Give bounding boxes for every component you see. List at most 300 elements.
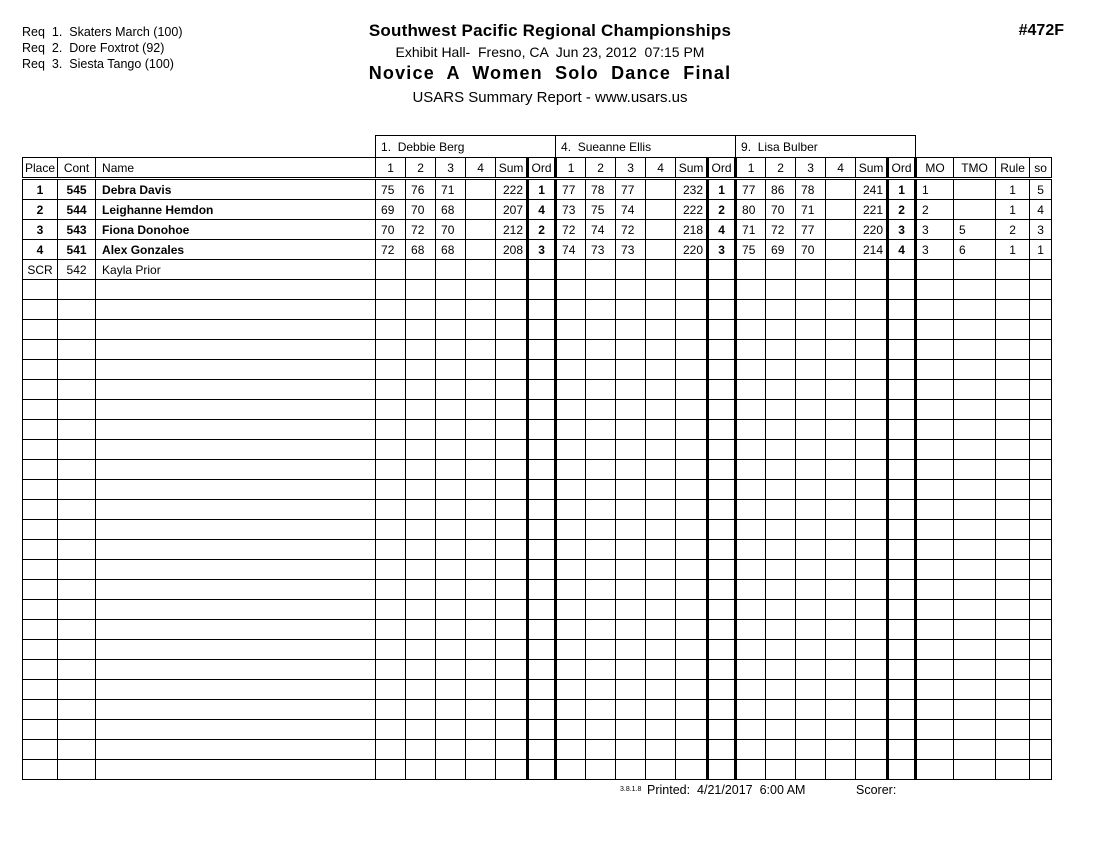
empty-sum-cell bbox=[496, 480, 528, 500]
score-cell: 73 bbox=[586, 240, 616, 260]
score-cell: 74 bbox=[586, 220, 616, 240]
sum-cell bbox=[856, 260, 888, 280]
venue-date-line: Exhibit Hall- Fresno, CA Jun 23, 2012 07:15 PM bbox=[395, 44, 705, 60]
empty-score-cell bbox=[826, 520, 856, 540]
empty-place-cell bbox=[23, 380, 58, 400]
empty-right-cell bbox=[916, 320, 954, 340]
empty-right-cell bbox=[1030, 600, 1052, 620]
empty-score-cell bbox=[766, 700, 796, 720]
empty-right-cell bbox=[1030, 460, 1052, 480]
empty-score-cell bbox=[826, 320, 856, 340]
empty-ordinal-cell bbox=[708, 460, 736, 480]
empty-right-cell bbox=[996, 700, 1030, 720]
empty-ordinal-cell bbox=[708, 600, 736, 620]
empty-ordinal-cell bbox=[888, 760, 916, 780]
total-majority-ordinal-cell: 5 bbox=[954, 220, 996, 240]
empty-score-cell bbox=[766, 560, 796, 580]
empty-score-cell bbox=[466, 660, 496, 680]
score-cell: 68 bbox=[406, 240, 436, 260]
empty-right-cell bbox=[1030, 420, 1052, 440]
score-cell bbox=[796, 260, 826, 280]
empty-ordinal-cell bbox=[528, 580, 556, 600]
empty-place-cell bbox=[23, 520, 58, 540]
empty-score-cell bbox=[796, 500, 826, 520]
empty-cont-cell bbox=[58, 640, 96, 660]
col-header-judge3-4: 4 bbox=[826, 158, 856, 179]
empty-ordinal-cell bbox=[888, 740, 916, 760]
col-header-mo: MO bbox=[916, 158, 954, 179]
contestant-number-cell: 541 bbox=[58, 240, 96, 260]
empty-score-cell bbox=[766, 280, 796, 300]
empty-score-cell bbox=[586, 720, 616, 740]
empty-ordinal-cell bbox=[528, 340, 556, 360]
empty-score-cell bbox=[736, 740, 766, 760]
empty-ordinal-cell bbox=[528, 420, 556, 440]
empty-row bbox=[23, 480, 1052, 500]
empty-sum-cell bbox=[676, 480, 708, 500]
empty-score-cell bbox=[826, 700, 856, 720]
empty-row bbox=[23, 720, 1052, 740]
empty-score-cell bbox=[556, 640, 586, 660]
empty-sum-cell bbox=[676, 560, 708, 580]
empty-right-cell bbox=[954, 300, 996, 320]
empty-score-cell bbox=[436, 380, 466, 400]
empty-score-cell bbox=[436, 740, 466, 760]
empty-sum-cell bbox=[676, 680, 708, 700]
empty-score-cell bbox=[796, 760, 826, 780]
skater-name-cell: Fiona Donohoe bbox=[96, 220, 376, 240]
empty-score-cell bbox=[616, 420, 646, 440]
empty-score-cell bbox=[586, 620, 616, 640]
empty-sum-cell bbox=[676, 620, 708, 640]
empty-ordinal-cell bbox=[708, 680, 736, 700]
empty-ordinal-cell bbox=[888, 660, 916, 680]
printed-timestamp: Printed: 4/21/2017 6:00 AM bbox=[647, 783, 806, 797]
empty-score-cell bbox=[736, 320, 766, 340]
skater-name-cell: Leighanne Hemdon bbox=[96, 200, 376, 220]
empty-score-cell bbox=[766, 580, 796, 600]
majority-ordinal-cell bbox=[916, 260, 954, 280]
empty-ordinal-cell bbox=[888, 300, 916, 320]
empty-score-cell bbox=[826, 580, 856, 600]
empty-right-cell bbox=[996, 580, 1030, 600]
empty-sum-cell bbox=[496, 340, 528, 360]
empty-score-cell bbox=[556, 420, 586, 440]
col-header-judge2-2: 2 bbox=[586, 158, 616, 179]
empty-score-cell bbox=[796, 340, 826, 360]
empty-sum-cell bbox=[676, 300, 708, 320]
empty-score-cell bbox=[466, 600, 496, 620]
empty-right-cell bbox=[954, 440, 996, 460]
empty-right-cell bbox=[1030, 280, 1052, 300]
empty-name-cell bbox=[96, 480, 376, 500]
empty-score-cell bbox=[376, 520, 406, 540]
col-header-judge3-2: 2 bbox=[766, 158, 796, 179]
empty-score-cell bbox=[406, 400, 436, 420]
empty-score-cell bbox=[376, 720, 406, 740]
rule-cell: 1 bbox=[996, 179, 1030, 200]
empty-ordinal-cell bbox=[708, 660, 736, 680]
col-header-rule: Rule bbox=[996, 158, 1030, 179]
empty-ordinal-cell bbox=[708, 500, 736, 520]
empty-place-cell bbox=[23, 640, 58, 660]
score-cell: 69 bbox=[376, 200, 406, 220]
empty-sum-cell bbox=[496, 360, 528, 380]
empty-score-cell bbox=[646, 460, 676, 480]
empty-score-cell bbox=[766, 320, 796, 340]
empty-cont-cell bbox=[58, 680, 96, 700]
empty-place-cell bbox=[23, 340, 58, 360]
skater-name-cell: Kayla Prior bbox=[96, 260, 376, 280]
empty-sum-cell bbox=[496, 400, 528, 420]
empty-score-cell bbox=[766, 660, 796, 680]
empty-score-cell bbox=[796, 640, 826, 660]
empty-score-cell bbox=[406, 720, 436, 740]
empty-score-cell bbox=[796, 660, 826, 680]
empty-score-cell bbox=[616, 620, 646, 640]
empty-place-cell bbox=[23, 680, 58, 700]
empty-score-cell bbox=[376, 660, 406, 680]
empty-right-cell bbox=[996, 480, 1030, 500]
empty-ordinal-cell bbox=[888, 360, 916, 380]
sum-cell: 222 bbox=[496, 179, 528, 200]
empty-score-cell bbox=[556, 540, 586, 560]
sum-cell: 212 bbox=[496, 220, 528, 240]
empty-score-cell bbox=[406, 680, 436, 700]
empty-score-cell bbox=[826, 300, 856, 320]
empty-score-cell bbox=[796, 320, 826, 340]
col-header-judge1-2: 2 bbox=[406, 158, 436, 179]
empty-right-cell bbox=[916, 400, 954, 420]
empty-name-cell bbox=[96, 300, 376, 320]
score-cell: 70 bbox=[376, 220, 406, 240]
empty-sum-cell bbox=[676, 440, 708, 460]
empty-score-cell bbox=[556, 340, 586, 360]
empty-sum-cell bbox=[676, 420, 708, 440]
empty-right-cell bbox=[996, 560, 1030, 580]
empty-ordinal-cell bbox=[888, 460, 916, 480]
empty-sum-cell bbox=[856, 320, 888, 340]
empty-sum-cell bbox=[496, 460, 528, 480]
table-row bbox=[23, 260, 1052, 280]
score-cell: 70 bbox=[436, 220, 466, 240]
empty-right-cell bbox=[916, 520, 954, 540]
empty-score-cell bbox=[616, 580, 646, 600]
score-cell: 71 bbox=[436, 179, 466, 200]
empty-score-cell bbox=[646, 300, 676, 320]
majority-ordinal-cell: 3 bbox=[916, 220, 954, 240]
empty-ordinal-cell bbox=[708, 580, 736, 600]
empty-sum-cell bbox=[676, 640, 708, 660]
skater-name-cell: Alex Gonzales bbox=[96, 240, 376, 260]
empty-score-cell bbox=[826, 420, 856, 440]
empty-ordinal-cell bbox=[888, 400, 916, 420]
empty-ordinal-cell bbox=[888, 600, 916, 620]
empty-sum-cell bbox=[856, 620, 888, 640]
col-header-judge2-3: 3 bbox=[616, 158, 646, 179]
empty-score-cell bbox=[826, 440, 856, 460]
empty-ordinal-cell bbox=[888, 440, 916, 460]
empty-sum-cell bbox=[676, 720, 708, 740]
empty-ordinal-cell bbox=[888, 420, 916, 440]
empty-right-cell bbox=[954, 340, 996, 360]
empty-score-cell bbox=[616, 300, 646, 320]
empty-ordinal-cell bbox=[888, 680, 916, 700]
empty-score-cell bbox=[646, 380, 676, 400]
empty-ordinal-cell bbox=[528, 320, 556, 340]
empty-score-cell bbox=[766, 720, 796, 740]
empty-sum-cell bbox=[496, 440, 528, 460]
empty-score-cell bbox=[586, 400, 616, 420]
empty-score-cell bbox=[556, 600, 586, 620]
empty-sum-cell bbox=[496, 680, 528, 700]
score-cell: 77 bbox=[796, 220, 826, 240]
empty-score-cell bbox=[406, 660, 436, 680]
score-cell bbox=[826, 200, 856, 220]
empty-sum-cell bbox=[496, 760, 528, 780]
col-header-cont: Cont bbox=[58, 158, 96, 179]
empty-score-cell bbox=[646, 540, 676, 560]
empty-score-cell bbox=[646, 320, 676, 340]
empty-score-cell bbox=[586, 580, 616, 600]
empty-score-cell bbox=[646, 560, 676, 580]
empty-score-cell bbox=[556, 560, 586, 580]
score-cell: 78 bbox=[796, 179, 826, 200]
empty-cont-cell bbox=[58, 700, 96, 720]
empty-score-cell bbox=[406, 600, 436, 620]
empty-sum-cell bbox=[676, 600, 708, 620]
total-majority-ordinal-cell: 6 bbox=[954, 240, 996, 260]
empty-name-cell bbox=[96, 600, 376, 620]
document-number: #472F bbox=[1018, 22, 1064, 39]
empty-score-cell bbox=[736, 700, 766, 720]
empty-ordinal-cell bbox=[708, 300, 736, 320]
empty-score-cell bbox=[586, 520, 616, 540]
empty-ordinal-cell bbox=[708, 380, 736, 400]
empty-score-cell bbox=[826, 560, 856, 580]
empty-place-cell bbox=[23, 460, 58, 480]
empty-score-cell bbox=[406, 620, 436, 640]
empty-right-cell bbox=[916, 420, 954, 440]
total-majority-ordinal-cell bbox=[954, 179, 996, 200]
empty-right-cell bbox=[996, 720, 1030, 740]
empty-ordinal-cell bbox=[888, 500, 916, 520]
col-header-place: Place bbox=[23, 158, 58, 179]
empty-sum-cell bbox=[676, 380, 708, 400]
empty-row bbox=[23, 320, 1052, 340]
empty-score-cell bbox=[586, 380, 616, 400]
empty-score-cell bbox=[436, 560, 466, 580]
empty-score-cell bbox=[376, 600, 406, 620]
empty-score-cell bbox=[616, 540, 646, 560]
score-cell: 70 bbox=[796, 240, 826, 260]
empty-right-cell bbox=[1030, 740, 1052, 760]
score-cell: 70 bbox=[406, 200, 436, 220]
empty-score-cell bbox=[556, 440, 586, 460]
empty-score-cell bbox=[376, 300, 406, 320]
report-header bbox=[0, 21, 1100, 106]
empty-right-cell bbox=[996, 680, 1030, 700]
judge-header-2: 4. Sueanne Ellis bbox=[556, 136, 736, 158]
ordinal-cell: 4 bbox=[888, 240, 916, 260]
empty-row bbox=[23, 520, 1052, 540]
empty-ordinal-cell bbox=[528, 760, 556, 780]
empty-right-cell bbox=[954, 720, 996, 740]
empty-right-cell bbox=[954, 640, 996, 660]
empty-place-cell bbox=[23, 580, 58, 600]
empty-score-cell bbox=[616, 720, 646, 740]
empty-sum-cell bbox=[676, 660, 708, 680]
empty-right-cell bbox=[1030, 440, 1052, 460]
empty-cont-cell bbox=[58, 480, 96, 500]
empty-row bbox=[23, 740, 1052, 760]
empty-score-cell bbox=[406, 740, 436, 760]
empty-right-cell bbox=[1030, 300, 1052, 320]
score-cell: 71 bbox=[796, 200, 826, 220]
empty-sum-cell bbox=[496, 620, 528, 640]
score-cell bbox=[436, 260, 466, 280]
empty-right-cell bbox=[916, 660, 954, 680]
empty-score-cell bbox=[376, 500, 406, 520]
ordinal-cell: 1 bbox=[708, 179, 736, 200]
contestant-number-cell: 545 bbox=[58, 179, 96, 200]
empty-sum-cell bbox=[856, 600, 888, 620]
empty-right-cell bbox=[954, 500, 996, 520]
empty-score-cell bbox=[466, 720, 496, 740]
empty-ordinal-cell bbox=[708, 720, 736, 740]
ordinal-cell: 4 bbox=[528, 200, 556, 220]
col-header-judge1-1: 1 bbox=[376, 158, 406, 179]
empty-right-cell bbox=[1030, 760, 1052, 780]
empty-name-cell bbox=[96, 740, 376, 760]
empty-sum-cell bbox=[856, 340, 888, 360]
sum-cell: 222 bbox=[676, 200, 708, 220]
empty-score-cell bbox=[586, 360, 616, 380]
empty-cont-cell bbox=[58, 760, 96, 780]
empty-ordinal-cell bbox=[708, 440, 736, 460]
empty-right-cell bbox=[916, 440, 954, 460]
col-header-judge1-ord: Ord bbox=[528, 158, 556, 179]
empty-right-cell bbox=[954, 580, 996, 600]
judge-header-1: 1. Debbie Berg bbox=[376, 136, 556, 158]
empty-score-cell bbox=[436, 660, 466, 680]
empty-score-cell bbox=[556, 300, 586, 320]
empty-sum-cell bbox=[496, 580, 528, 600]
empty-right-cell bbox=[1030, 720, 1052, 740]
empty-right-cell bbox=[996, 300, 1030, 320]
skate-off-cell: 1 bbox=[1030, 240, 1052, 260]
empty-row bbox=[23, 620, 1052, 640]
score-cell: 75 bbox=[586, 200, 616, 220]
empty-score-cell bbox=[646, 760, 676, 780]
empty-score-cell bbox=[826, 460, 856, 480]
majority-ordinal-cell: 2 bbox=[916, 200, 954, 220]
table-row bbox=[23, 200, 1052, 220]
report-type-line: USARS Summary Report - www.usars.us bbox=[412, 89, 688, 106]
empty-right-cell bbox=[916, 500, 954, 520]
empty-score-cell bbox=[436, 760, 466, 780]
empty-place-cell bbox=[23, 620, 58, 640]
empty-score-cell bbox=[736, 360, 766, 380]
empty-score-cell bbox=[376, 680, 406, 700]
empty-row bbox=[23, 340, 1052, 360]
empty-score-cell bbox=[736, 400, 766, 420]
empty-cont-cell bbox=[58, 720, 96, 740]
empty-score-cell bbox=[406, 640, 436, 660]
empty-sum-cell bbox=[676, 760, 708, 780]
empty-name-cell bbox=[96, 640, 376, 660]
empty-score-cell bbox=[736, 520, 766, 540]
empty-score-cell bbox=[436, 540, 466, 560]
empty-score-cell bbox=[586, 280, 616, 300]
empty-score-cell bbox=[796, 420, 826, 440]
score-cell: 69 bbox=[766, 240, 796, 260]
empty-cont-cell bbox=[58, 740, 96, 760]
empty-name-cell bbox=[96, 760, 376, 780]
score-cell: 71 bbox=[736, 220, 766, 240]
empty-row bbox=[23, 640, 1052, 660]
empty-ordinal-cell bbox=[528, 400, 556, 420]
empty-right-cell bbox=[996, 600, 1030, 620]
place-cell: 1 bbox=[23, 179, 58, 200]
empty-score-cell bbox=[556, 740, 586, 760]
empty-score-cell bbox=[436, 420, 466, 440]
score-cell: 72 bbox=[616, 220, 646, 240]
empty-right-cell bbox=[1030, 700, 1052, 720]
empty-score-cell bbox=[406, 320, 436, 340]
empty-right-cell bbox=[1030, 500, 1052, 520]
championship-title: Southwest Pacific Regional Championships bbox=[368, 21, 732, 40]
empty-right-cell bbox=[954, 420, 996, 440]
empty-score-cell bbox=[796, 600, 826, 620]
empty-score-cell bbox=[556, 500, 586, 520]
empty-score-cell bbox=[556, 760, 586, 780]
empty-score-cell bbox=[736, 500, 766, 520]
empty-score-cell bbox=[616, 660, 646, 680]
empty-right-cell bbox=[996, 460, 1030, 480]
empty-sum-cell bbox=[496, 280, 528, 300]
empty-score-cell bbox=[766, 740, 796, 760]
empty-score-cell bbox=[556, 400, 586, 420]
empty-cont-cell bbox=[58, 320, 96, 340]
col-header-judge1-3: 3 bbox=[436, 158, 466, 179]
empty-name-cell bbox=[96, 320, 376, 340]
empty-right-cell bbox=[916, 460, 954, 480]
empty-ordinal-cell bbox=[528, 380, 556, 400]
empty-name-cell bbox=[96, 620, 376, 640]
empty-score-cell bbox=[616, 760, 646, 780]
empty-score-cell bbox=[586, 760, 616, 780]
empty-name-cell bbox=[96, 540, 376, 560]
empty-score-cell bbox=[586, 460, 616, 480]
score-cell bbox=[646, 179, 676, 200]
empty-sum-cell bbox=[676, 460, 708, 480]
empty-score-cell bbox=[616, 340, 646, 360]
empty-ordinal-cell bbox=[888, 480, 916, 500]
empty-row bbox=[23, 580, 1052, 600]
empty-score-cell bbox=[466, 580, 496, 600]
empty-score-cell bbox=[736, 280, 766, 300]
empty-place-cell bbox=[23, 500, 58, 520]
empty-cont-cell bbox=[58, 500, 96, 520]
empty-score-cell bbox=[736, 660, 766, 680]
empty-score-cell bbox=[616, 320, 646, 340]
sum-cell: 232 bbox=[676, 179, 708, 200]
empty-score-cell bbox=[466, 280, 496, 300]
empty-name-cell bbox=[96, 520, 376, 540]
score-cell: 77 bbox=[556, 179, 586, 200]
empty-right-cell bbox=[916, 580, 954, 600]
